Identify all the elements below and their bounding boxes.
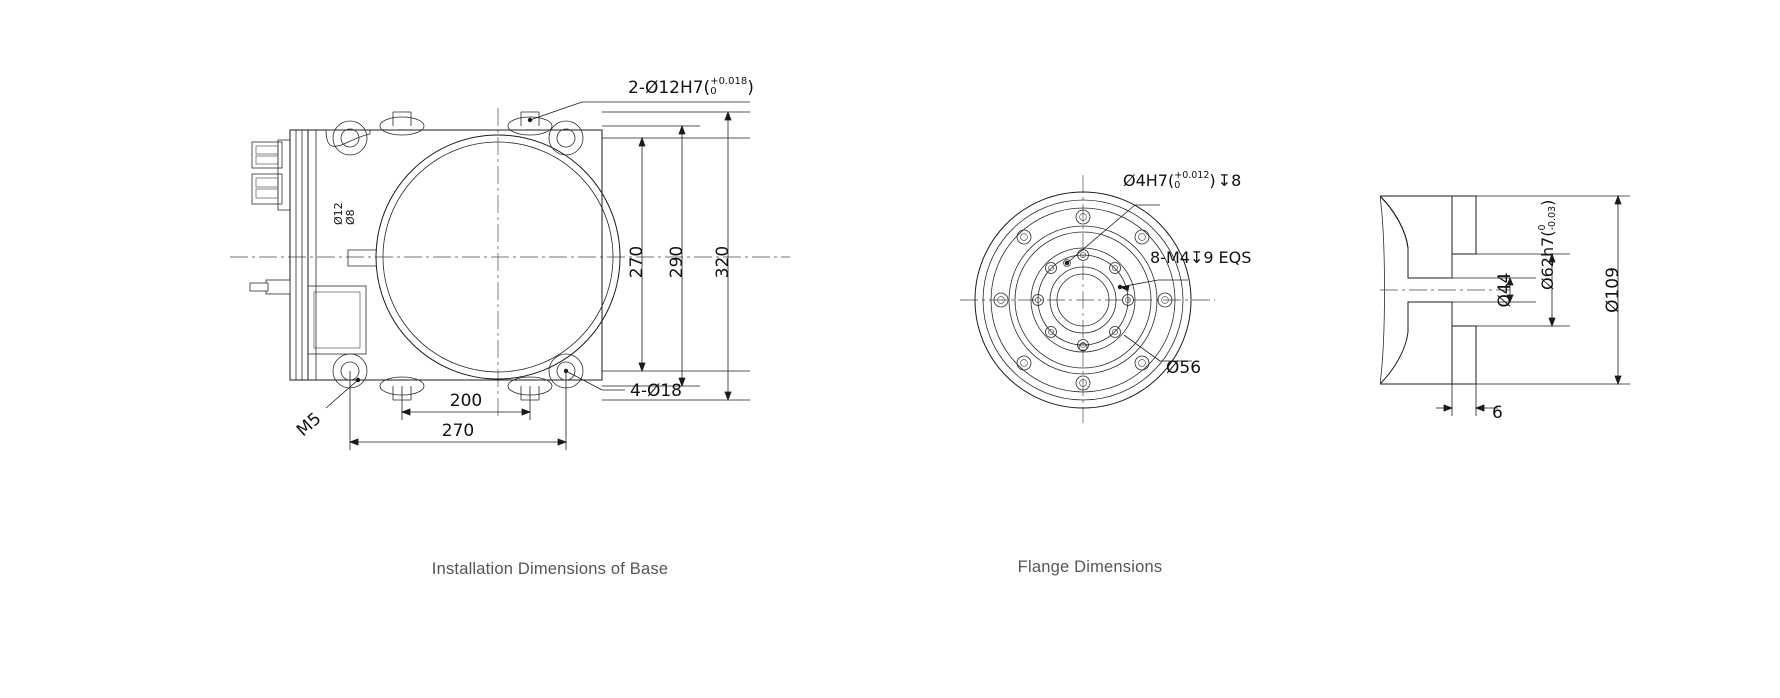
tapped-eqs-note: EQS: [1218, 248, 1252, 267]
corner-mounting-bosses: [333, 121, 583, 388]
micro-annotation-group: [332, 202, 357, 225]
section-dimension-group: [1436, 196, 1630, 416]
dowel-tol-lower: 0: [710, 86, 717, 97]
label-tapped-holes-callout: [1150, 248, 1251, 267]
label-4-dia-18: 4-Ø18: [630, 381, 682, 401]
caption-base: Installation Dimensions of Base: [431, 560, 669, 578]
flange-face-svg: [960, 175, 1220, 425]
pin-tol-upper: +0.012: [1174, 170, 1210, 181]
flange-section-drawing: [1380, 190, 1700, 450]
dowel-callout-close: ): [747, 78, 754, 98]
flange-leaders: [1065, 205, 1192, 361]
label-pin-hole-callout: [1123, 171, 1241, 191]
connector-block-group: [252, 140, 290, 210]
spigot-tol-lower: -0.03: [1546, 205, 1558, 231]
caption-flange: Flange Dimensions: [1017, 558, 1163, 576]
pin-tol-lower: 0: [1174, 179, 1181, 191]
label-dia-56: Ø56: [1166, 358, 1202, 378]
spigot-callout-text: Ø62h7(: [1538, 230, 1557, 290]
dim-200-horizontal: 200: [449, 391, 483, 411]
dim-320-vertical: 320: [713, 245, 733, 279]
pin-callout-close: ): [1209, 171, 1216, 190]
dowel-bosses: [380, 112, 552, 400]
tapped-depth-value: 9: [1203, 248, 1214, 267]
base-installation-svg: [230, 90, 870, 470]
pin-depth-value: 8: [1231, 171, 1242, 190]
label-spigot-callout: [1538, 200, 1558, 290]
section-lower-body: [1380, 302, 1476, 384]
dowel-callout-text: 2-Ø12H7(: [628, 78, 711, 98]
dim-290-vertical: 290: [667, 245, 687, 279]
dim-thickness-6: 6: [1492, 403, 1503, 423]
depth-icon: ↧: [1217, 171, 1232, 190]
pin-callout-text: Ø4H7(: [1123, 171, 1175, 190]
dim-dia-44: Ø44: [1495, 272, 1515, 308]
dowel-tol-upper: +0.018: [710, 76, 748, 87]
tapped-holes-text: 8-M4: [1150, 248, 1190, 267]
flange-face-drawing: [960, 170, 1252, 425]
svg-text:Ø8: Ø8: [344, 209, 357, 225]
section-upper-body: [1380, 196, 1476, 278]
depth-icon-2: ↧: [1189, 248, 1204, 267]
spigot-callout-close: ): [1538, 199, 1557, 206]
label-m5: M5: [293, 408, 326, 441]
svg-text:Ø12: Ø12: [332, 202, 345, 225]
dim-270-vertical: 270: [627, 245, 647, 279]
base-installation-drawing: [230, 76, 870, 470]
dim-dia-109: Ø109: [1603, 267, 1623, 313]
spigot-tol-upper: 0: [1537, 224, 1548, 231]
dim-270-horizontal: 270: [441, 421, 475, 441]
label-dowel-hole-callout: [628, 78, 754, 98]
